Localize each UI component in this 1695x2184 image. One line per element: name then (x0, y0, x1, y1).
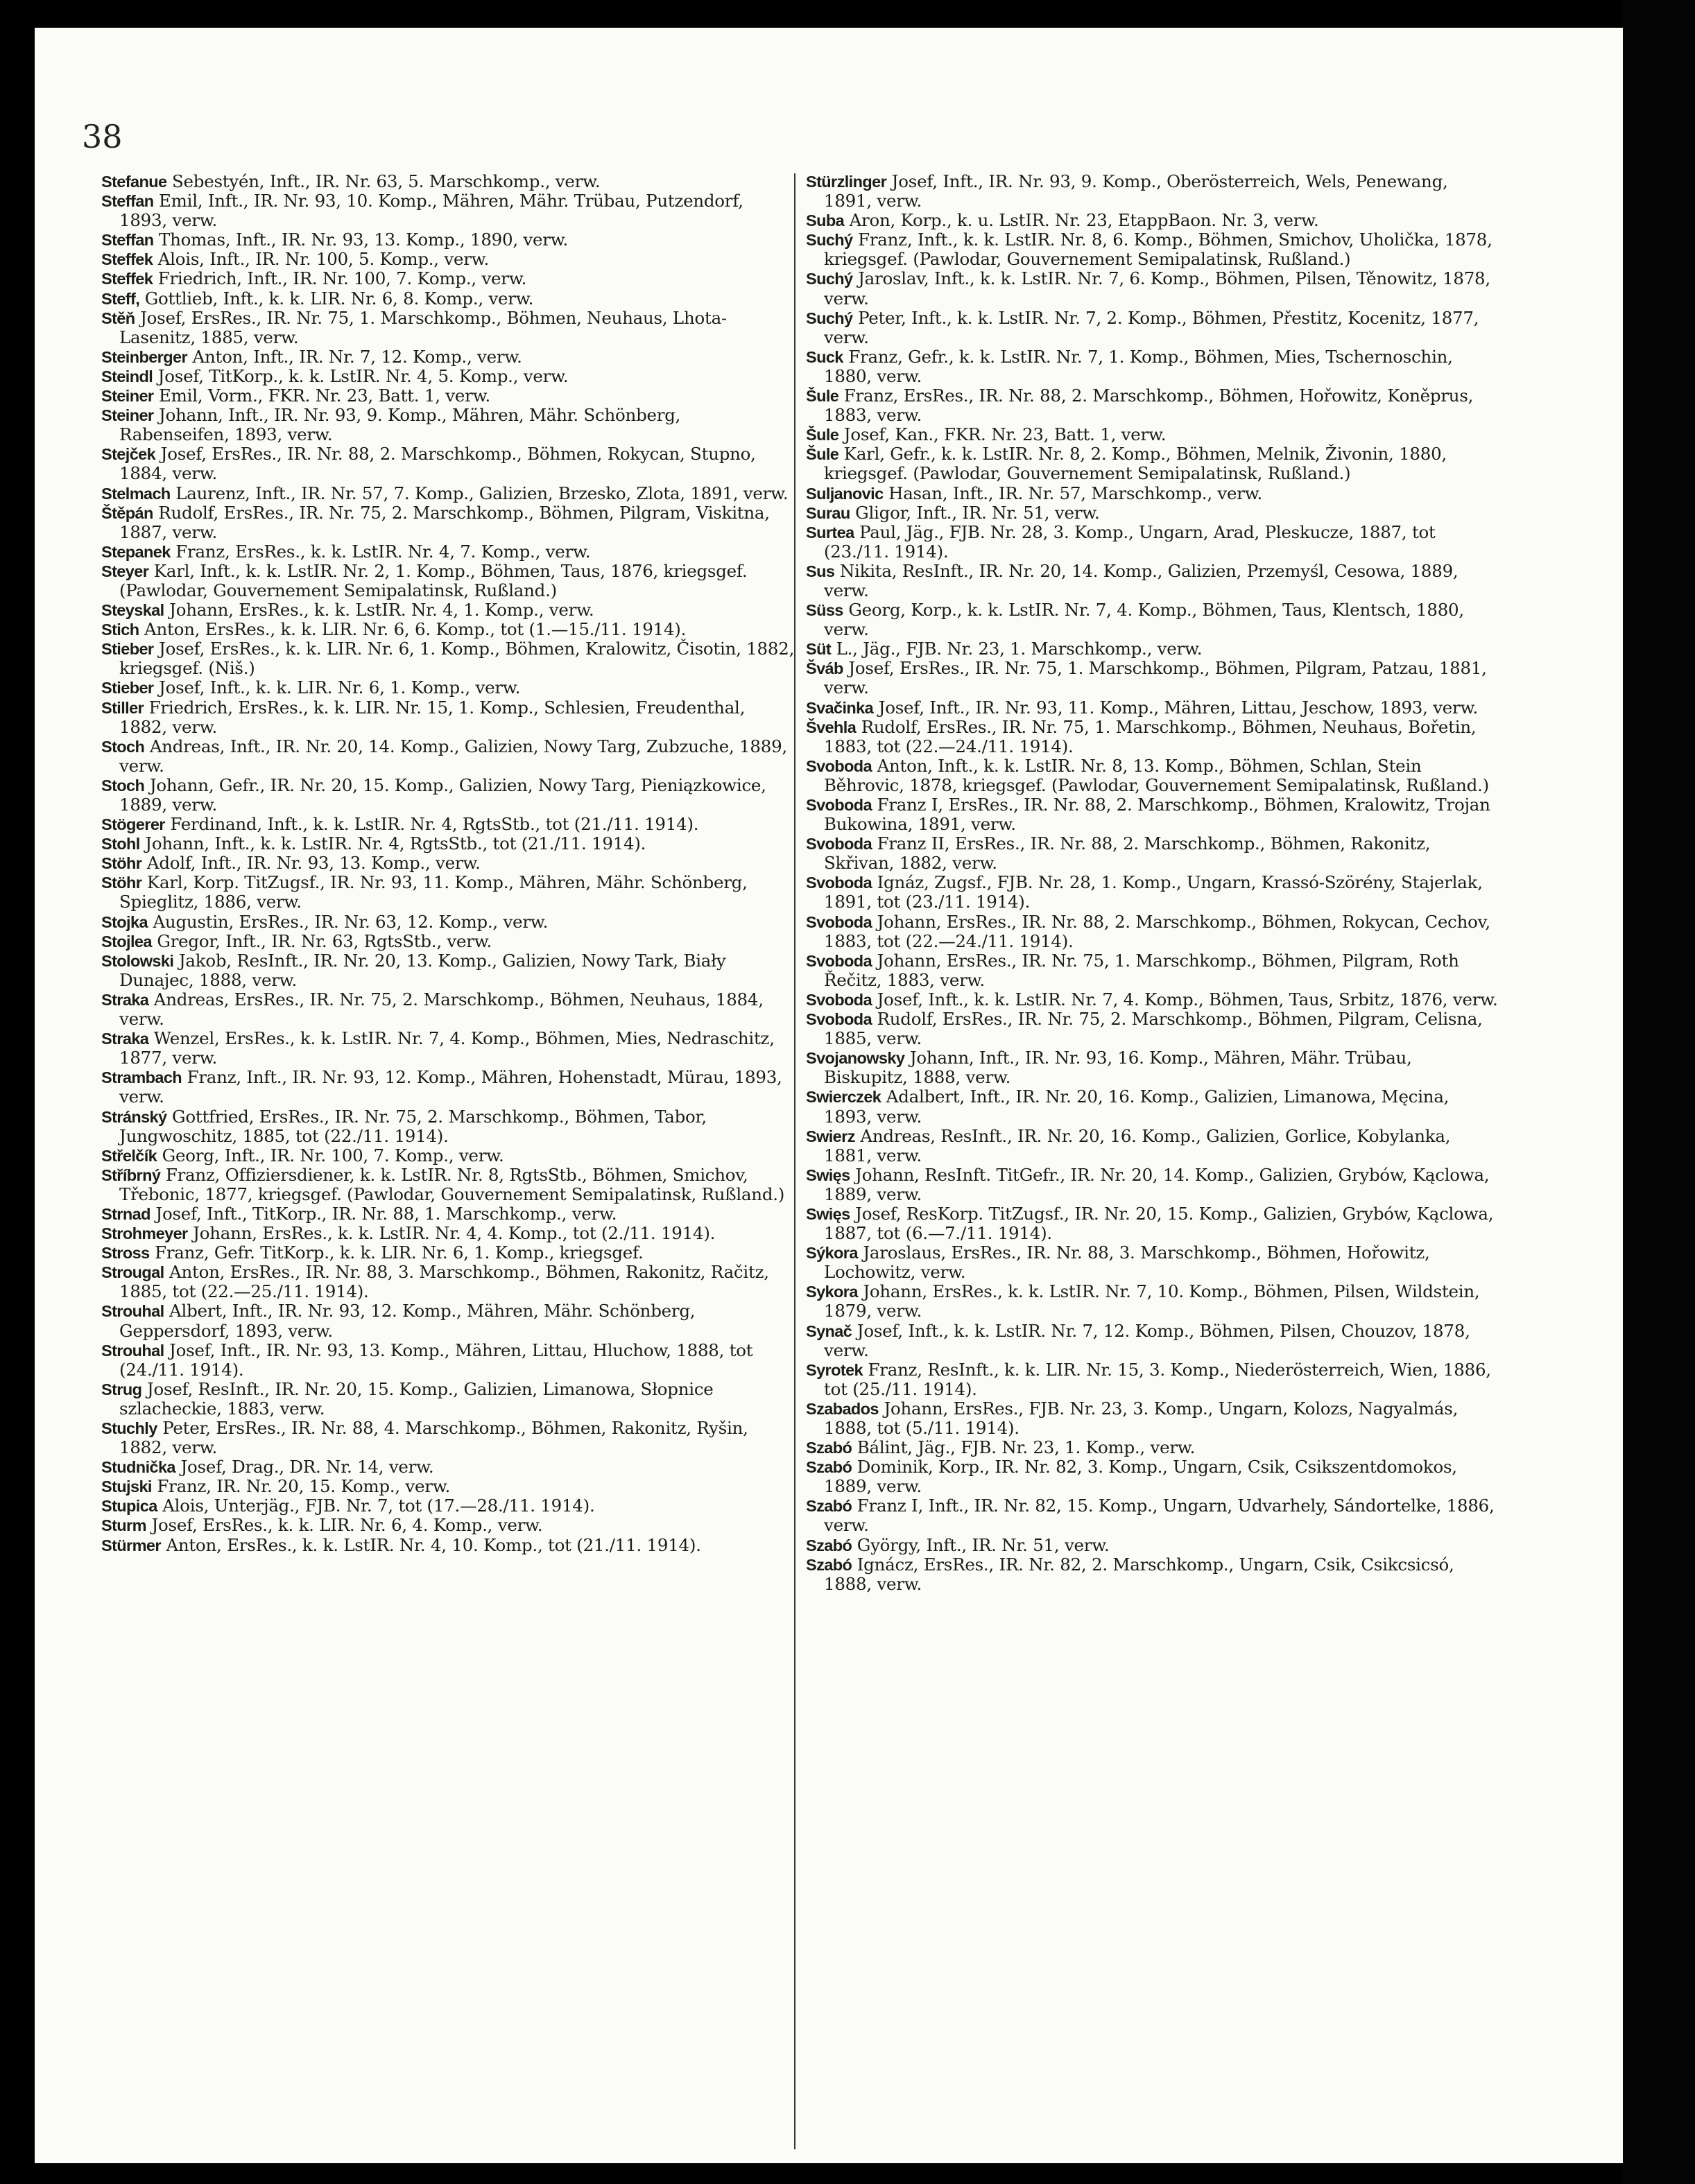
list-entry (806, 1204, 1499, 1243)
list-entry (101, 1029, 795, 1068)
list-entry (101, 309, 795, 347)
list-entry (806, 834, 1499, 873)
entry-surname: Syrotek (806, 1360, 863, 1379)
entry-surname: Swierczek (806, 1088, 881, 1107)
list-entry (806, 1457, 1499, 1496)
list-entry (101, 250, 795, 269)
entry-surname: Švehla (806, 718, 857, 736)
list-entry (806, 756, 1499, 795)
entry-surname: Szabó (806, 1458, 852, 1477)
list-entry (806, 1321, 1499, 1360)
list-entry (101, 1224, 795, 1243)
list-entry (806, 1087, 1499, 1126)
entry-surname: Suchý (806, 270, 853, 288)
entry-details: Ignácz, ErsRes., IR. Nr. 82, 2. Marschkomp., Ungarn, Csik, Csikcsicsó, 1888, verw. (824, 1554, 1454, 1594)
entry-details: Emil, Inft., IR. Nr. 93, 10. Komp., Mähren, Mähr. Trübau, Putzendorf, 1893, verw. (119, 191, 743, 231)
list-entry (101, 406, 795, 444)
entry-surname: Svoboda (806, 990, 872, 1009)
list-entry (806, 795, 1499, 834)
entry-details: Emil, Vorm., FKR. Nr. 23, Batt. 1, verw. (153, 385, 490, 406)
list-entry (101, 1457, 795, 1477)
entry-surname: Swięs (806, 1204, 850, 1223)
list-entry (101, 269, 795, 288)
list-entry (806, 1399, 1499, 1438)
list-entry (806, 523, 1499, 562)
list-entry (101, 1341, 795, 1380)
entry-details: Jakob, ResInft., IR. Nr. 20, 13. Komp., Galizien, Nowy Tark, Biały Dunajec, 1888, verw. (119, 950, 726, 990)
list-entry (101, 1301, 795, 1340)
entry-details: Jaroslav, Inft., k. k. LstIR. Nr. 7, 6. Komp., Böhmen, Pilsen, Těnowitz, 1878, verw. (824, 268, 1490, 309)
entry-surname: Steffek (101, 270, 153, 288)
entry-surname: Stöhr (101, 874, 142, 892)
entry-surname: Strambach (101, 1068, 182, 1087)
entry-surname: Strnad (101, 1204, 150, 1223)
list-entry (806, 659, 1499, 697)
list-entry (806, 1536, 1499, 1555)
entry-surname: Stoch (101, 737, 145, 756)
entry-surname: Stelmach (101, 484, 171, 503)
entry-surname: Svoboda (806, 951, 872, 970)
entry-surname: Svoboda (806, 874, 872, 892)
list-entry (806, 386, 1499, 425)
entry-details: Josef, Kan., FKR. Nr. 23, Batt. 1, verw. (838, 424, 1167, 445)
list-entry (101, 289, 795, 309)
list-entry (101, 172, 795, 191)
entry-details: Nikita, ResInft., IR. Nr. 20, 14. Komp., Galizien, Przemyśl, Cesowa, 1889, verw. (824, 560, 1459, 600)
entry-surname: Šule (806, 445, 839, 464)
list-entry (806, 698, 1499, 718)
list-entry (806, 639, 1499, 659)
entry-surname: Stříbrný (101, 1165, 161, 1184)
entry-details: Josef, Drag., DR. Nr. 14, verw. (175, 1457, 434, 1477)
list-entry (101, 191, 795, 230)
entry-surname: Svoboda (806, 912, 872, 931)
entry-surname: Stögerer (101, 815, 165, 834)
list-entry (806, 1165, 1499, 1204)
list-entry (101, 542, 795, 562)
entry-details: Gligor, Inft., IR. Nr. 51, verw. (850, 502, 1100, 523)
entry-details: Georg, Korp., k. k. LstIR. Nr. 7, 4. Komp., Böhmen, Taus, Klentsch, 1880, verw. (824, 600, 1464, 640)
entry-details: Peter, Inft., k. k. LstIR. Nr. 7, 2. Komp., Böhmen, Přestitz, Kocenitz, 1877, verw. (824, 307, 1479, 347)
entry-surname: Steff, (101, 289, 140, 308)
entry-surname: Stěň (101, 309, 135, 327)
list-entry (101, 444, 795, 483)
entry-details: Anton, Inft., IR. Nr. 7, 12. Komp., verw. (187, 346, 522, 367)
entry-details: Johann, Inft., IR. Nr. 93, 16. Komp., Mähren, Mähr. Trübau, Biskupitz, 1888, verw. (824, 1048, 1412, 1088)
list-entry (101, 1146, 795, 1165)
entry-details: Paul, Jäg., FJB. Nr. 28, 3. Komp., Ungarn, Arad, Pleskucze, 1887, tot (23./11. 1914). (824, 521, 1436, 562)
entry-details: Josef, TitKorp., k. k. LstIR. Nr. 4, 5. Komp., verw. (153, 365, 569, 386)
entry-details: Josef, ErsRes., IR. Nr. 75, 1. Marschkomp., Böhmen, Pilgram, Patzau, 1881, verw. (824, 658, 1487, 698)
list-entry (101, 737, 795, 776)
entry-surname: Szabó (806, 1555, 852, 1574)
entry-surname: Stuchly (101, 1419, 157, 1437)
entry-details: Aron, Korp., k. u. LstIR. Nr. 23, EtappBaon. Nr. 3, verw. (844, 210, 1319, 231)
list-entry (101, 367, 795, 386)
entry-surname: Stujski (101, 1477, 152, 1496)
entry-details: Johann, ErsRes., k. k. LstIR. Nr. 4, 4. Komp., tot (2./11. 1914). (187, 1223, 716, 1244)
list-entry (806, 309, 1499, 347)
list-entry (101, 1107, 795, 1146)
list-entry (806, 425, 1499, 444)
entry-details: Johann, ErsRes., IR. Nr. 75, 1. Marschkomp., Böhmen, Pilgram, Roth Řečitz, 1883, verw. (824, 950, 1459, 990)
entry-surname: Sýkora (806, 1244, 858, 1263)
entry-details: Rudolf, ErsRes., IR. Nr. 75, 2. Marschkomp., Böhmen, Pilgram, Celisna, 1885, verw. (824, 1009, 1483, 1049)
list-entry (806, 912, 1499, 951)
entry-surname: Stieber (101, 679, 154, 697)
list-entry (806, 1360, 1499, 1399)
list-entry (101, 562, 795, 600)
list-entry (101, 932, 795, 951)
entry-details: Josef, Inft., IR. Nr. 93, 9. Komp., Oberösterreich, Wels, Penewang, 1891, verw. (824, 171, 1448, 211)
list-entry (101, 1243, 795, 1263)
entry-details: Franz, ErsRes., IR. Nr. 88, 2. Marschkomp., Böhmen, Hořowitz, Koněprus, 1883, verw. (824, 385, 1474, 426)
entry-details: Andreas, ResInft., IR. Nr. 20, 16. Komp., Galizien, Gorlice, Kobylanka, 1881, verw. (824, 1125, 1451, 1165)
entry-details: Johann, ErsRes., k. k. LstIR. Nr. 4, 1. Komp., verw. (164, 600, 594, 621)
entry-surname: Stupica (101, 1497, 157, 1516)
entry-details: Franz, Gefr. TitKorp., k. k. LIR. Nr. 6, 1. Komp., kriegsgef. (149, 1242, 644, 1263)
entry-details: Josef, ErsRes., k. k. LIR. Nr. 6, 1. Komp., Böhmen, Kralowitz, Čisotin, 1882, kriegsgef. (Niš.) (119, 639, 795, 679)
entry-surname: Stürzlinger (806, 173, 887, 191)
entry-details: Franz, Offiziersdiener, k. k. LstIR. Nr. 8, RgtsStb., Böhmen, Smichov, Třebonic, 1877, kriegsgef. (Pawlodar, Gouvernement Semipalatinsk, Rußland.) (119, 1164, 785, 1204)
entry-details: Rudolf, ErsRes., IR. Nr. 75, 1. Marschkomp., Böhmen, Neuhaus, Bořetin, 1883, tot (22.—24./11. 1914). (824, 716, 1477, 756)
list-entry (101, 698, 795, 737)
entry-details: Laurenz, Inft., IR. Nr. 57, 7. Komp., Galizien, Brzesko, Zlota, 1891, verw. (170, 483, 789, 503)
list-entry (806, 269, 1499, 308)
entry-surname: Steyskal (101, 601, 164, 620)
entry-surname: Svoboda (806, 1010, 872, 1029)
entry-details: Josef, ErsRes., IR. Nr. 75, 1. Marschkomp., Böhmen, Neuhaus, Lhota-Lasenitz, 1885, verw. (119, 307, 727, 347)
entry-surname: Šváb (806, 659, 843, 678)
entry-surname: Szabados (806, 1399, 879, 1418)
entry-surname: Suba (806, 211, 845, 230)
entry-details: Anton, ErsRes., IR. Nr. 88, 3. Marschkomp., Böhmen, Rakonitz, Račitz, 1885, tot (22.—25./11. 1914). (119, 1262, 769, 1302)
list-entry (806, 1438, 1499, 1457)
entry-surname: Stiller (101, 698, 144, 717)
list-entry (101, 776, 795, 815)
list-entry (806, 1243, 1499, 1282)
entry-surname: Stoch (101, 776, 145, 795)
list-entry (806, 990, 1499, 1009)
entry-surname: Surtea (806, 523, 854, 541)
entry-surname: Steinberger (101, 347, 187, 366)
entry-surname: Štěpán (101, 503, 153, 522)
entry-surname: Svoboda (806, 756, 872, 775)
entry-details: Karl, Inft., k. k. LstIR. Nr. 2, 1. Komp., Böhmen, Taus, 1876, kriegsgef. (Pawlodar, Gouvernement Semipalatinsk, Rußland.) (119, 560, 748, 600)
entry-details: Hasan, Inft., IR. Nr. 57, Marschkomp., verw. (883, 483, 1263, 503)
entry-details: Josef, Inft., k. k. LstIR. Nr. 7, 12. Komp., Böhmen, Pilsen, Chouzov, 1878, verw. (824, 1320, 1470, 1360)
entry-surname: Suljanovic (806, 484, 884, 503)
entry-surname: Stross (101, 1244, 150, 1263)
entry-details: Dominik, Korp., IR. Nr. 82, 3. Komp., Ungarn, Csik, Csikszentdomokos, 1889, verw. (824, 1457, 1457, 1497)
entry-surname: Stürmer (101, 1536, 161, 1554)
entry-details: Franz, Gefr., k. k. LstIR. Nr. 7, 1. Komp., Böhmen, Mies, Tschernoschin, 1880, verw. (824, 346, 1453, 386)
entry-surname: Svačinka (806, 698, 874, 717)
entry-details: Josef, Inft., TitKorp., IR. Nr. 88, 1. Marschkomp., verw. (150, 1203, 617, 1224)
entry-details: Gregor, Inft., IR. Nr. 63, RgtsStb., verw. (151, 930, 492, 951)
list-entry (101, 600, 795, 620)
list-entry (101, 912, 795, 932)
entry-details: Ferdinand, Inft., k. k. LstIR. Nr. 4, RgtsStb., tot (21./11. 1914). (164, 814, 699, 835)
entry-surname: Stolowski (101, 951, 174, 970)
entry-details: Franz II, ErsRes., IR. Nr. 88, 2. Marschkomp., Böhmen, Rakonitz, Skřivan, 1882, verw. (824, 833, 1431, 874)
entry-details: Friedrich, Inft., IR. Nr. 100, 7. Komp., verw. (153, 268, 527, 289)
list-entry (101, 1068, 795, 1107)
list-entry (101, 1496, 795, 1516)
entry-details: Johann, Gefr., IR. Nr. 20, 15. Komp., Galizien, Nowy Targ, Pieniązkowice, 1889, verw. (119, 774, 766, 815)
list-entry (101, 620, 795, 639)
entry-surname: Svoboda (806, 796, 872, 814)
entry-surname: Szabó (806, 1439, 852, 1457)
entry-details: Franz I, ErsRes., IR. Nr. 88, 2. Marschkomp., Böhmen, Kralowitz, Trojan Bukowina, 1891, verw. (824, 795, 1490, 835)
list-entry (806, 230, 1499, 269)
entry-surname: Stránský (101, 1107, 167, 1126)
list-entry (101, 484, 795, 503)
left-column (101, 172, 795, 1555)
entry-surname: Steffan (101, 231, 154, 250)
list-entry (101, 1516, 795, 1535)
list-entry (806, 1127, 1499, 1165)
entry-details: Josef, ResKorp. TitZugsf., IR. Nr. 20, 15. Komp., Galizien, Grybów, Kąclowa, 1887, tot (6.—7./11. 1914). (824, 1203, 1494, 1244)
list-entry (806, 562, 1499, 600)
column-divider (794, 173, 795, 2149)
entry-details: Franz, IR. Nr. 20, 15. Komp., verw. (151, 1476, 451, 1497)
entry-surname: Stich (101, 621, 139, 639)
entry-details: Franz, Inft., k. k. LstIR. Nr. 8, 6. Komp., Böhmen, Smichov, Uholička, 1878, kriegsgef. (Pawlodar, Gouvernement Semipalatinsk, Rußland.) (824, 229, 1492, 270)
entry-details: Thomas, Inft., IR. Nr. 93, 13. Komp., 1890, verw. (153, 229, 569, 250)
entry-details: Gottlieb, Inft., k. k. LIR. Nr. 6, 8. Komp., verw. (139, 288, 534, 309)
entry-details: Rudolf, ErsRes., IR. Nr. 75, 2. Marschkomp., Böhmen, Pilgram, Viskitna, 1887, verw. (119, 502, 770, 542)
entry-details: Augustin, ErsRes., IR. Nr. 63, 12. Komp., verw. (147, 911, 549, 932)
entry-surname: Surau (806, 503, 850, 522)
entry-surname: Süss (806, 601, 843, 620)
entry-details: L., Jäg., FJB. Nr. 23, 1. Marschkomp., verw. (831, 639, 1203, 659)
entry-surname: Steffek (101, 250, 153, 269)
entry-surname: Stejček (101, 445, 156, 464)
list-entry (806, 503, 1499, 523)
list-entry (101, 873, 795, 912)
list-entry (101, 1263, 795, 1301)
entry-details: Sebestyén, Inft., IR. Nr. 63, 5. Marschkomp., verw. (166, 171, 601, 191)
entry-surname: Steiner (101, 406, 154, 425)
list-entry (806, 1282, 1499, 1321)
entry-details: Ignáz, Zugsf., FJB. Nr. 28, 1. Komp., Ungarn, Krassó-Szörény, Stajerlak, 1891, tot (23./11. 1914). (824, 872, 1483, 912)
entry-surname: Stepanek (101, 542, 171, 561)
entry-details: Josef, Inft., IR. Nr. 93, 11. Komp., Mähren, Littau, Jeschow, 1893, verw. (873, 697, 1478, 718)
entry-surname: Šule (806, 387, 839, 406)
list-entry (101, 834, 795, 853)
entry-details: György, Inft., IR. Nr. 51, verw. (852, 1534, 1110, 1555)
entry-surname: Sykora (806, 1283, 858, 1301)
list-entry (806, 484, 1499, 503)
list-entry (101, 1477, 795, 1496)
entry-surname: Swierz (806, 1127, 855, 1145)
entry-surname: Studnička (101, 1458, 175, 1477)
entry-surname: Šule (806, 426, 839, 444)
list-entry (806, 951, 1499, 990)
entry-details: Gottfried, ErsRes., IR. Nr. 75, 2. Marschkomp., Böhmen, Tabor, Jungwoschitz, 1885, tot (22./11. 1914). (119, 1106, 707, 1146)
entry-details: Adolf, Inft., IR. Nr. 93, 13. Komp., verw. (141, 853, 481, 874)
list-entry (806, 211, 1499, 230)
list-entry (101, 1165, 795, 1204)
entry-details: Johann, Inft., k. k. LstIR. Nr. 4, RgtsStb., tot (21./11. 1914). (139, 833, 646, 854)
entry-surname: Steiner (101, 387, 154, 406)
entry-surname: Strohmeyer (101, 1224, 188, 1243)
right-column (806, 172, 1499, 1594)
entry-surname: Stieber (101, 640, 154, 659)
entry-surname: Svoboda (806, 835, 872, 853)
list-entry (806, 347, 1499, 386)
entry-details: Albert, Inft., IR. Nr. 93, 12. Komp., Mähren, Mähr. Schönberg, Geppersdorf, 1893, verw. (119, 1301, 696, 1341)
entry-details: Franz, Inft., IR. Nr. 93, 12. Komp., Mähren, Hohenstadt, Mürau, 1893, verw. (119, 1067, 782, 1107)
entry-surname: Sus (806, 562, 835, 580)
list-entry (101, 951, 795, 990)
entry-details: Franz, ErsRes., k. k. LstIR. Nr. 4, 7. Komp., verw. (170, 541, 591, 562)
entry-details: Franz, ResInft., k. k. LIR. Nr. 15, 3. Komp., Niederösterreich, Wien, 1886, tot (25./11. 1914). (824, 1359, 1491, 1399)
entry-surname: Synač (806, 1321, 852, 1340)
list-entry (101, 386, 795, 406)
entry-surname: Strouhal (101, 1302, 164, 1321)
entry-surname: Szabó (806, 1497, 852, 1516)
list-entry (806, 1048, 1499, 1087)
list-entry (806, 172, 1499, 211)
entry-details: Franz I, Inft., IR. Nr. 82, 15. Komp., Ungarn, Udvarhely, Sándortelke, 1886, verw. (824, 1496, 1495, 1536)
list-entry (806, 1496, 1499, 1535)
entry-surname: Sturm (101, 1516, 146, 1535)
entry-surname: Stojlea (101, 932, 152, 951)
entry-surname: Stöhr (101, 854, 142, 873)
entry-details: Karl, Gefr., k. k. LstIR. Nr. 8, 2. Komp., Böhmen, Melnik, Živonin, 1880, kriegsgef. (Pawlodar, Gouvernement Semipalatinsk, Rußland.) (824, 444, 1447, 484)
entry-surname: Strug (101, 1380, 142, 1398)
entry-surname: Suck (806, 347, 843, 366)
entry-surname: Stefanue (101, 173, 167, 191)
list-entry (101, 639, 795, 678)
entry-surname: Straka (101, 990, 149, 1009)
entry-surname: Swięs (806, 1165, 850, 1184)
list-entry (806, 444, 1499, 483)
entry-surname: Strougal (101, 1263, 164, 1282)
page-number: 38 (82, 118, 123, 155)
list-entry (101, 503, 795, 542)
list-entry (101, 1380, 795, 1419)
list-entry (101, 1419, 795, 1457)
entry-surname: Süt (806, 640, 832, 659)
list-entry (101, 230, 795, 250)
entry-surname: Szabó (806, 1536, 852, 1554)
entry-details: Johann, ResInft. TitGefr., IR. Nr. 20, 14. Komp., Galizien, Grybów, Kąclowa, 1889, verw. (824, 1164, 1490, 1204)
entry-details: Peter, ErsRes., IR. Nr. 88, 4. Marschkomp., Böhmen, Rakonitz, Ryšin, 1882, verw. (119, 1418, 748, 1458)
entry-details: Josef, ErsRes., k. k. LIR. Nr. 6, 4. Komp., verw. (146, 1515, 543, 1536)
entry-surname: Strouhal (101, 1341, 164, 1360)
entry-surname: Stohl (101, 835, 140, 853)
scan-border (1623, 0, 1695, 2184)
entry-details: Josef, Inft., k. k. LstIR. Nr. 7, 4. Komp., Böhmen, Taus, Srbitz, 1876, verw. (872, 989, 1498, 1009)
list-entry (101, 853, 795, 873)
list-entry (806, 1555, 1499, 1594)
entry-details: Georg, Inft., IR. Nr. 100, 7. Komp., verw. (157, 1145, 504, 1165)
list-entry (101, 678, 795, 697)
entry-details: Friedrich, ErsRes., k. k. LIR. Nr. 15, 1. Komp., Schlesien, Freudenthal, 1882, verw. (119, 697, 746, 737)
entry-details: Wenzel, ErsRes., k. k. LstIR. Nr. 7, 4. Komp., Böhmen, Mies, Nedraschitz, 1877, verw. (119, 1028, 775, 1068)
list-entry (806, 718, 1499, 756)
entry-details: Alois, Unterjäg., FJB. Nr. 7, tot (17.—28./11. 1914). (157, 1496, 595, 1516)
entry-surname: Svojanowsky (806, 1049, 905, 1068)
entry-details: Anton, Inft., k. k. LstIR. Nr. 8, 13. Komp., Böhmen, Schlan, Stein Běhrovic, 1878, kriegsgef. (Pawlodar, Gouvernement Semipalatinsk, Rußland.) (824, 755, 1489, 795)
list-entry (101, 990, 795, 1029)
entry-details: Johann, ErsRes., FJB. Nr. 23, 3. Komp., Ungarn, Kolozs, Nagyalmás, 1888, tot (5./11. 1914). (824, 1398, 1459, 1438)
entry-details: Josef, ResInft., IR. Nr. 20, 15. Komp., Galizien, Limanowa, Słopnice szlacheckie, 1883, verw. (119, 1378, 714, 1419)
entry-details: Andreas, ErsRes., IR. Nr. 75, 2. Marschkomp., Böhmen, Neuhaus, 1884, verw. (119, 989, 764, 1030)
entry-details: Jaroslaus, ErsRes., IR. Nr. 88, 3. Marschkomp., Böhmen, Hořowitz, Lochowitz, verw. (824, 1242, 1430, 1283)
entry-details: Johann, Inft., IR. Nr. 93, 9. Komp., Mähren, Mähr. Schönberg, Rabenseifen, 1893, verw. (119, 405, 681, 445)
list-entry (806, 1009, 1499, 1048)
entry-surname: Stojka (101, 912, 148, 931)
entry-surname: Straka (101, 1030, 149, 1048)
entry-surname: Steyer (101, 562, 149, 580)
entry-surname: Suchý (806, 231, 853, 250)
list-entry (101, 1536, 795, 1555)
entry-details: Josef, ErsRes., IR. Nr. 88, 2. Marschkomp., Böhmen, Rokycan, Stupno, 1884, verw. (119, 444, 756, 484)
list-entry (101, 815, 795, 834)
entry-details: Josef, Inft., k. k. LIR. Nr. 6, 1. Komp., verw. (153, 677, 521, 698)
list-entry (806, 600, 1499, 639)
entry-surname: Střelčík (101, 1146, 157, 1165)
list-entry (101, 1204, 795, 1224)
entry-details: Adalbert, Inft., IR. Nr. 20, 16. Komp., Galizien, Limanowa, Męcina, 1893, verw. (824, 1086, 1449, 1127)
entry-surname: Steffan (101, 192, 154, 211)
list-entry (101, 347, 795, 367)
entry-details: Andreas, Inft., IR. Nr. 20, 14. Komp., Galizien, Nowy Targ, Zubzuche, 1889, verw. (119, 736, 787, 776)
entry-details: Karl, Korp. TitZugsf., IR. Nr. 93, 11. Komp., Mähren, Mähr. Schönberg, Spieglitz, 1886, verw. (119, 872, 748, 912)
entry-details: Anton, ErsRes., k. k. LIR. Nr. 6, 6. Komp., tot (1.—15./11. 1914). (139, 619, 687, 640)
entry-surname: Suchý (806, 309, 853, 327)
entry-surname: Steindl (101, 367, 153, 385)
entry-details: Anton, ErsRes., k. k. LstIR. Nr. 4, 10. Komp., tot (21./11. 1914). (160, 1534, 701, 1555)
list-entry (806, 873, 1499, 912)
entry-details: Alois, Inft., IR. Nr. 100, 5. Komp., verw. (153, 249, 490, 270)
entry-details: Johann, ErsRes., k. k. LstIR. Nr. 7, 10. Komp., Böhmen, Pilsen, Wildstein, 1879, verw. (824, 1281, 1480, 1321)
entry-details: Bálint, Jäg., FJB. Nr. 23, 1. Komp., verw. (852, 1437, 1196, 1458)
entry-details: Josef, Inft., IR. Nr. 93, 13. Komp., Mähren, Littau, Hluchow, 1888, tot (24./11. 1914). (119, 1340, 753, 1380)
entry-details: Johann, ErsRes., IR. Nr. 88, 2. Marschkomp., Böhmen, Rokycan, Cechov, 1883, tot (22.—24./11. 1914). (824, 911, 1490, 951)
